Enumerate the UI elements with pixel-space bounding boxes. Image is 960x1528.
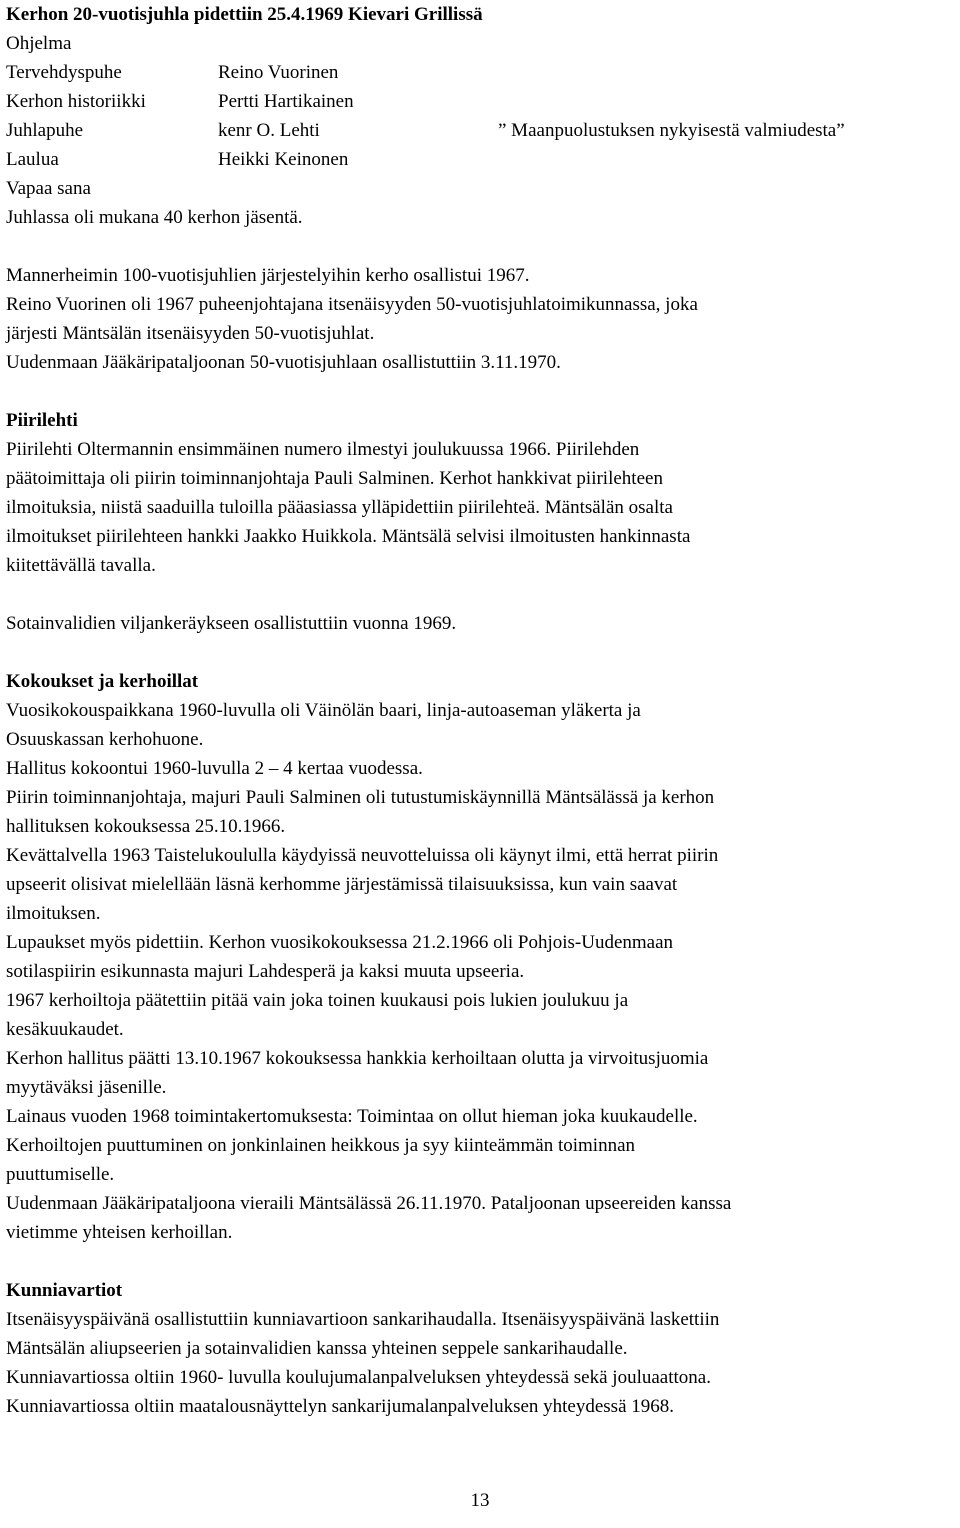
spacer: [6, 638, 956, 667]
program-row: [6, 145, 956, 174]
kokoukset-line: Lainaus vuoden 1968 toimintakertomuksesta: Toimintaa on ollut hieman joka kuukaudelle.: [6, 1106, 698, 1127]
program-heading: Ohjelma: [6, 33, 72, 54]
program-item: Juhlapuhe: [6, 120, 84, 141]
program-item: Vapaa sana: [6, 178, 91, 199]
program-row: [6, 58, 956, 87]
kokoukset-line: Osuuskassan kerhohuone.: [6, 729, 204, 750]
program-attendance: Juhlassa oli mukana 40 kerhon jäsentä.: [6, 207, 303, 228]
piirilehti-line: kiitettävällä tavalla.: [6, 555, 156, 576]
piirilehti-line: Piirilehti Oltermannin ensimmäinen numero ilmestyi joulukuussa 1966. Piirilehden: [6, 439, 640, 460]
kokoukset-line: sotilaspiirin esikunnasta majuri Lahdesperä ja kaksi muuta upseeria.: [6, 961, 525, 982]
document-title: Kerhon 20-vuotisjuhla pidettiin 25.4.1969 Kievari Grillissä: [6, 4, 483, 25]
program-item: Kerhon historiikki: [6, 91, 146, 112]
document-page: [6, 0, 956, 1421]
event-line: Uudenmaan Jääkäripataljoonan 50-vuotisjuhlaan osallistuttiin 3.11.1970.: [6, 352, 561, 373]
program-person: Pertti Hartikainen: [218, 91, 354, 112]
spacer: [6, 377, 956, 406]
event-line: Mannerheimin 100-vuotisjuhlien järjestelyihin kerho osallistui 1967.: [6, 265, 530, 286]
kokoukset-line: Uudenmaan Jääkäripataljoona vieraili Mäntsälässä 26.11.1970. Pataljoonan upseereiden kanssa: [6, 1193, 732, 1214]
kokoukset-line: ilmoituksen.: [6, 903, 101, 924]
kokoukset-line: vietimme yhteisen kerhoillan.: [6, 1222, 233, 1243]
kokoukset-line: Kerhoiltojen puuttuminen on jonkinlainen heikkous ja syy kiinteämmän toiminnan: [6, 1135, 636, 1156]
kunniavartiot-heading: Kunniavartiot: [6, 1280, 123, 1301]
kokoukset-line: Piirin toiminnanjohtaja, majuri Pauli Salminen oli tutustumiskäynnillä Mäntsälässä ja kerhon: [6, 787, 715, 808]
program-item: Laulua: [6, 149, 59, 170]
event-line: Reino Vuorinen oli 1967 puheenjohtajana itsenäisyyden 50-vuotisjuhlatoimikunnassa, joka: [6, 294, 698, 315]
program-row: [6, 87, 956, 116]
program-row: [6, 174, 956, 203]
kokoukset-line: Kerhon hallitus päätti 13.10.1967 kokouksessa hankkia kerhoiltaan olutta ja virvoitusjuomia: [6, 1048, 709, 1069]
kokoukset-line: Hallitus kokoontui 1960-luvulla 2 – 4 kertaa vuodessa.: [6, 758, 423, 779]
kokoukset-line: myytäväksi jäsenille.: [6, 1077, 167, 1098]
program-topic: ” Maanpuolustuksen nykyisestä valmiudesta”: [498, 120, 845, 141]
spacer: [6, 580, 956, 609]
kokoukset-line: upseerit olisivat mielellään läsnä kerhomme järjestämissä tilaisuuksissa, kun vain saavat: [6, 874, 678, 895]
spacer: [6, 232, 956, 261]
kunniavartiot-line: Kunniavartiossa oltiin 1960- luvulla koulujumalanpalveluksen yhteydessä sekä jouluaattona.: [6, 1367, 711, 1388]
sotainvalidit-line: Sotainvalidien viljankeräykseen osallistuttiin vuonna 1969.: [6, 613, 457, 634]
program-item: Tervehdyspuhe: [6, 62, 122, 83]
piirilehti-heading: Piirilehti: [6, 410, 78, 431]
program-person: Heikki Keinonen: [218, 149, 349, 170]
kunniavartiot-line: Kunniavartiossa oltiin maatalousnäyttelyn sankarijumalanpalveluksen yhteydessä 1968.: [6, 1396, 675, 1417]
program-row: [6, 116, 956, 145]
kokoukset-line: kesäkuukaudet.: [6, 1019, 124, 1040]
kokoukset-line: hallituksen kokouksessa 25.10.1966.: [6, 816, 286, 837]
kunniavartiot-line: Itsenäisyyspäivänä osallistuttiin kunniavartioon sankarihaudalla. Itsenäisyyspäivänä laskettiin: [6, 1309, 720, 1330]
kokoukset-line: Kevättalvella 1963 Taistelukoululla käydyissä neuvotteluissa oli käynyt ilmi, että herrat piirin: [6, 845, 719, 866]
event-line: järjesti Mäntsälän itsenäisyyden 50-vuotisjuhlat.: [6, 323, 375, 344]
kokoukset-line: Vuosikokouspaikkana 1960-luvulla oli Väinölän baari, linja-autoaseman yläkerta ja: [6, 700, 641, 721]
piirilehti-line: ilmoitukset piirilehteen hankki Jaakko Huikkola. Mäntsälä selvisi ilmoitusten hankinnasta: [6, 526, 691, 547]
program-person: Reino Vuorinen: [218, 62, 339, 83]
piirilehti-line: päätoimittaja oli piirin toiminnanjohtaja Pauli Salminen. Kerhot hankkivat piirilehteen: [6, 468, 663, 489]
piirilehti-line: ilmoituksia, niistä saaduilla tuloilla pääasiassa ylläpidettiin piirilehteä. Mäntsälän osalta: [6, 497, 673, 518]
kokoukset-line: puuttumiselle.: [6, 1164, 115, 1185]
program-person: kenr O. Lehti: [218, 120, 320, 141]
kunniavartiot-line: Mäntsälän aliupseerien ja sotainvalidien kanssa yhteinen seppele sankarihaudalle.: [6, 1338, 628, 1359]
page-number: 13: [470, 1490, 490, 1511]
kokoukset-heading: Kokoukset ja kerhoillat: [6, 671, 199, 692]
spacer: [6, 1247, 956, 1276]
kokoukset-line: 1967 kerhoiltoja päätettiin pitää vain joka toinen kuukausi pois lukien joulukuu ja: [6, 990, 629, 1011]
kokoukset-line: Lupaukset myös pidettiin. Kerhon vuosikokouksessa 21.2.1966 oli Pohjois-Uudenmaan: [6, 932, 674, 953]
